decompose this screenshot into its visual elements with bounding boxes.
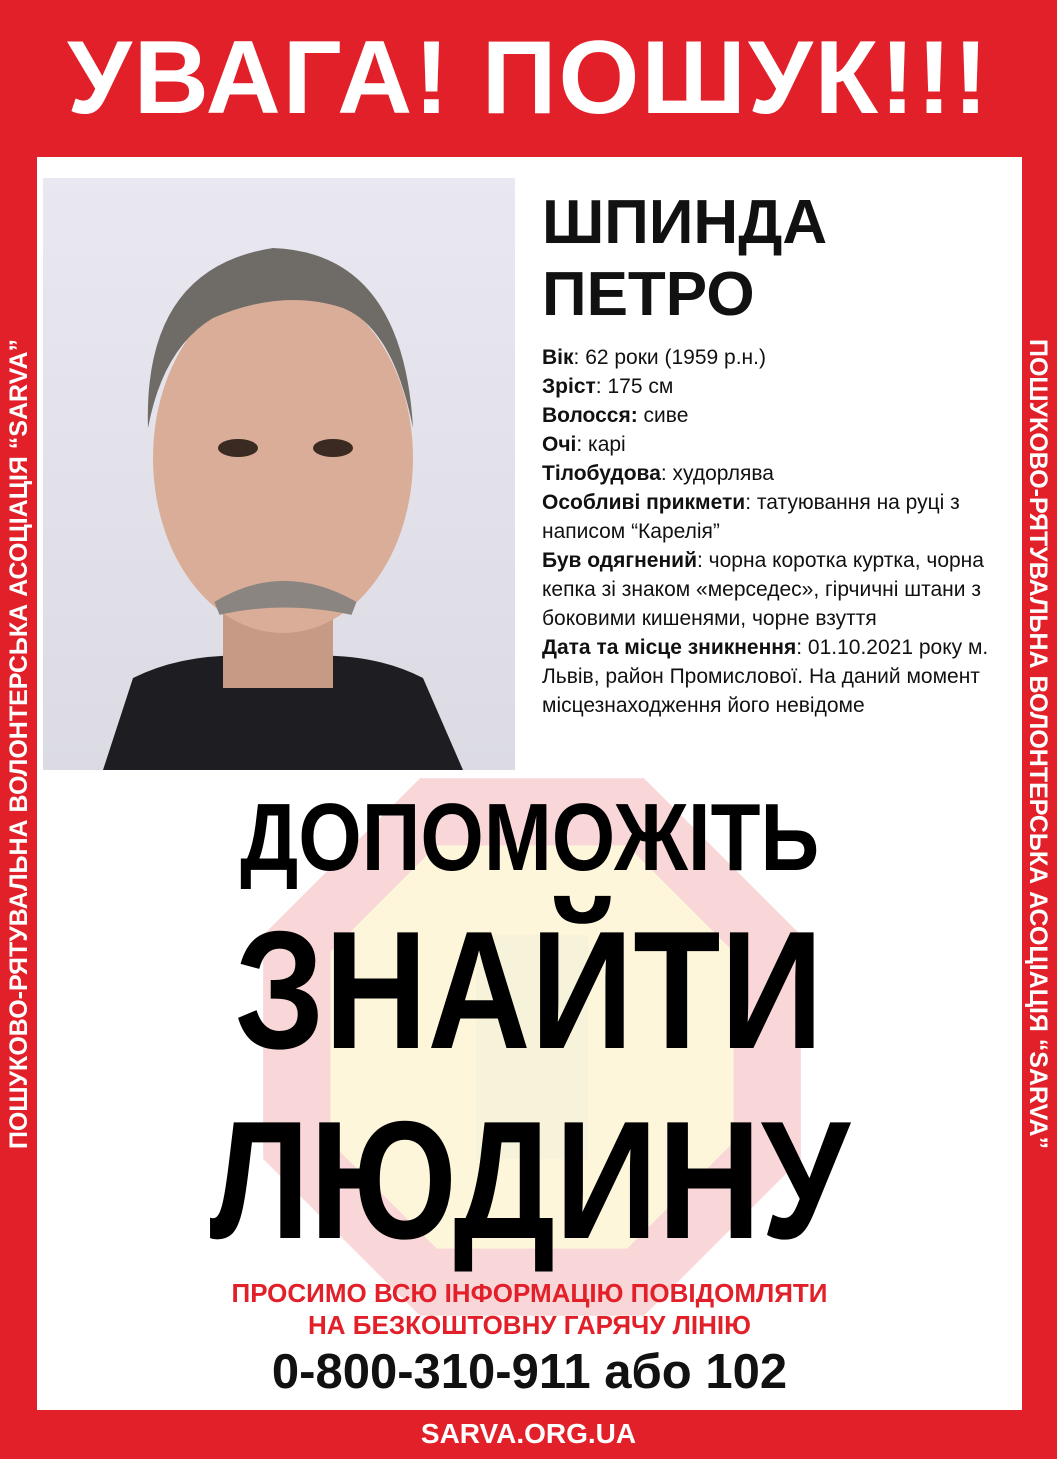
detail-build (542, 459, 1017, 488)
hotline-request-line-1: ПРОСИМО ВСЮ ІНФОРМАЦІЮ ПОВІДОМЛЯТИ (231, 1278, 828, 1308)
detail-separator: : (595, 375, 608, 398)
portrait-icon (43, 178, 515, 770)
person-details (542, 343, 1017, 720)
detail-separator: : (697, 549, 709, 572)
detail-age (542, 343, 1017, 372)
person-first-name: ПЕТРО (542, 260, 755, 329)
detail-separator: : (745, 491, 757, 514)
hotline-request-line-2: НА БЕЗКОШТОВНУ ГАРЯЧУ ЛІНІЮ (308, 1310, 751, 1340)
person-name (542, 187, 827, 331)
detail-hair (542, 401, 1017, 430)
side-text-right: ПОШУКОВО-РЯТУВАЛЬНА ВОЛОНТЕРСЬКА АСОЦІАЦІЯ “SARVA” (1024, 338, 1052, 1150)
poster-panel (37, 157, 1022, 1410)
detail-value: татуювання на руці з написом “Карелія” (542, 491, 960, 543)
detail-value: сиве (643, 404, 689, 427)
detail-separator: : (573, 346, 586, 369)
detail-label: Зріст (542, 375, 596, 398)
website-link[interactable]: SARVA.ORG.UA (420, 1418, 637, 1449)
detail-disappearance (542, 633, 1017, 720)
detail-eyes (542, 430, 1017, 459)
detail-label: Очі (542, 433, 577, 456)
detail-height (542, 372, 1017, 401)
detail-separator: : (576, 433, 589, 456)
hotline-phone[interactable]: 0-800-310-911 або 102 (271, 1345, 788, 1399)
detail-label: Волосся: (542, 404, 638, 427)
poster-title: УВАГА! ПОШУК!!! (67, 20, 990, 136)
appeal-line-3 (37, 1085, 1022, 1275)
detail-value: чорна коротка куртка, чорна кепка зі знаком «мерседес», гірчичні штани з боковими кишенями, чорне взуття (542, 549, 984, 630)
detail-special-marks (542, 488, 1017, 546)
detail-label: Тілобудова (542, 462, 661, 485)
detail-separator: : (660, 462, 673, 485)
detail-value: худорлява (672, 462, 774, 485)
person-surname: ШПИНДА (542, 188, 828, 257)
detail-value: карі (588, 433, 626, 456)
missing-person-photo (43, 178, 515, 770)
detail-label: Був одягнений (542, 549, 697, 572)
appeal-text: ДОПОМОЖІТЬ (239, 784, 820, 891)
detail-label: Особливі прикмети (542, 491, 746, 514)
detail-value: 01.10.2021 року м. Львів, район Промислової. На даний момент місцезнаходження його невідоме (542, 636, 989, 717)
appeal-text: ЛЮДИНУ (209, 1086, 850, 1274)
side-text-left: ПОШУКОВО-РЯТУВАЛЬНА ВОЛОНТЕРСЬКА АСОЦІАЦІЯ “SARVA” (5, 338, 33, 1150)
appeal-line-1 (37, 783, 1022, 893)
detail-clothing (542, 546, 1017, 633)
detail-label: Дата та місце зникнення (542, 636, 797, 659)
detail-value: 62 роки (1959 р.н.) (585, 346, 766, 369)
appeal-line-2 (37, 895, 1022, 1085)
detail-label: Вік (542, 346, 574, 369)
detail-separator: : (796, 636, 808, 659)
appeal-text: ЗНАЙТИ (235, 896, 824, 1084)
detail-value: 175 см (607, 375, 674, 398)
